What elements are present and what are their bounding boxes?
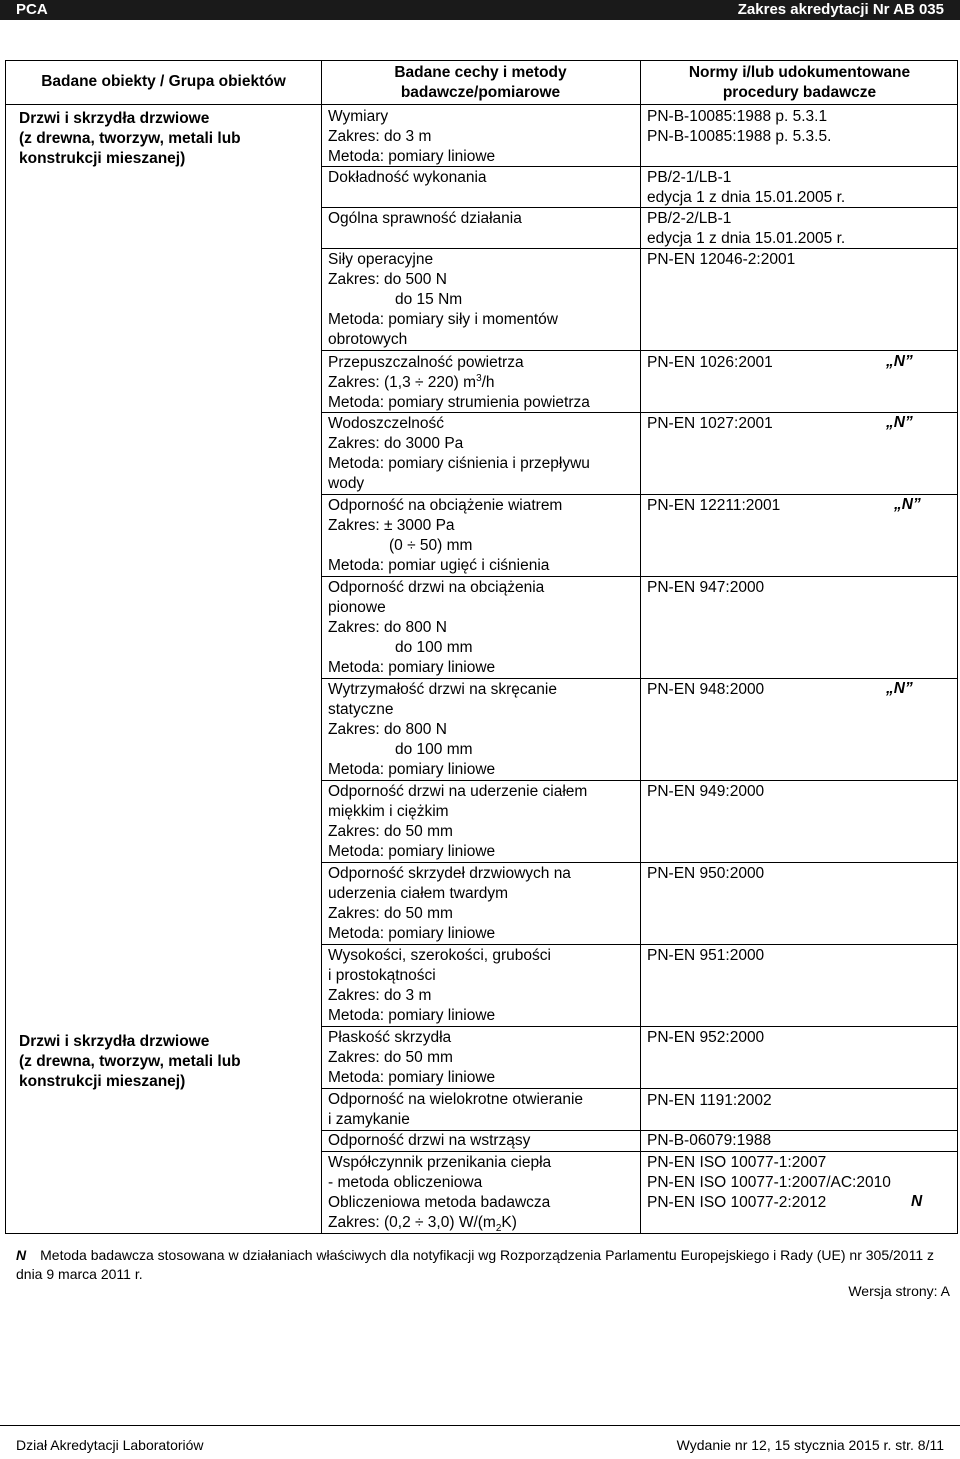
feature-text: Wysokości, szerokości, grubości [328,947,551,964]
feature-text: Dokładność wykonania [328,169,487,186]
header-features-line2: badawcze/pomiarowe [400,84,561,101]
object-name: Drzwi i skrzydła drzwiowe [19,1033,210,1050]
standard-ref: PN-EN ISO 10077-2:2012 [647,1194,827,1211]
feature-text: Obliczeniowa metoda badawcza [328,1194,551,1211]
feature-text: Odporność drzwi na wstrząsy [328,1132,531,1149]
standard-ref: edycja 1 z dnia 15.01.2005 r. [647,189,846,206]
standard-ref: PN-EN 12046-2:2001 [647,251,796,268]
notification-mark: „N” [886,353,913,370]
page-header [0,0,960,20]
header-org: PCA [16,1,48,18]
feature-text: Zakres: (1,3 ÷ 220) $m^3/h$ [328,372,495,391]
feature-text: Odporność skrzydeł drzwiowych na [328,865,571,882]
standard-ref: PN-EN 12211:2001 [647,497,781,514]
object-material: (z drewna, tworzyw, metali lub [19,1053,241,1070]
standard-ref: PN-EN 950:2000 [647,865,765,882]
standard-ref: PN-B-10085:1988 p. 5.3.1 [647,108,828,125]
feature-text: Metoda: pomiary siły i momentów [328,311,558,328]
feature-text: Metoda: pomiary liniowe [328,148,496,165]
feature-text: Zakres: do 3 m [328,987,432,1004]
object-material: (z drewna, tworzyw, metali lub [19,130,241,147]
feature-text: Siły operacyjne [328,251,434,268]
feature-text: do 100 mm [395,639,473,656]
feature-text: (0 ÷ 50) mm [389,537,473,554]
standard-ref: edycja 1 z dnia 15.01.2005 r. [647,230,846,247]
feature-text: Zakres: do 3 m [328,128,432,145]
header-title: Zakres akredytacji Nr AB 035 [737,1,944,18]
feature-text: Zakres: do 500 N [328,271,447,288]
feature-text: Metoda: pomiary strumienia powietrza [328,394,590,411]
standard-ref: PB/2-2/LB-1 [647,210,732,227]
header-standards-line2: procedury badawcze [722,84,877,101]
feature-text: miękkim i ciężkim [328,803,449,820]
standard-ref: PN-EN 1026:2001 [647,354,773,371]
accreditation-table [5,60,958,1234]
standard-ref: PB/2-1/LB-1 [647,169,732,186]
standard-ref: PN-B-10085:1988 p. 5.3.5. [647,128,832,145]
feature-text: Przepuszczalność powietrza [328,354,524,371]
footnote [16,1246,951,1283]
feature-text: Metoda: pomiary liniowe [328,1069,496,1086]
notification-mark: „N” [894,496,921,513]
standard-ref: PN-EN 947:2000 [647,579,765,596]
object-construction: konstrukcji mieszanej) [19,1073,186,1090]
row-separator [321,350,957,351]
object-name: Drzwi i skrzydła drzwiowe [19,110,210,127]
feature-text: Ogólna sprawność działania [328,210,522,227]
feature-text: Zakres: ± 3000 Pa [328,517,455,534]
feature-text: Wytrzymałość drzwi na skręcanie [328,681,557,698]
feature-text: Metoda: pomiary ciśnienia i przepływu [328,455,590,472]
feature-text: Metoda: pomiary liniowe [328,1007,496,1024]
feature-text: Metoda: pomiary liniowe [328,843,496,860]
feature-text: i zamykanie [328,1111,410,1128]
header-separator [6,104,957,105]
feature-text: Zakres: do 800 N [328,619,447,636]
feature-text: Metoda: pomiary liniowe [328,761,496,778]
feature-text: Odporność na obciążenie wiatrem [328,497,563,514]
feature-text: pionowe [328,599,386,616]
standard-ref: PN-EN 1191:2002 [647,1092,772,1109]
standard-ref: PN-EN 948:2000 [647,681,765,698]
notification-mark: „N” [886,680,913,697]
feature-text: Metoda: pomiary liniowe [328,659,496,676]
feature-text: - metoda obliczeniowa [328,1174,483,1191]
standard-ref: PN-EN 951:2000 [647,947,765,964]
feature-text: do 15 Nm [395,291,463,308]
standard-ref: PN-EN ISO 10077-1:2007 [647,1154,827,1171]
standard-ref: PN-EN ISO 10077-1:2007/AC:2010 [647,1174,891,1191]
footnote-mark: N [16,1247,27,1263]
footnote-text: Metoda badawcza stosowana w działaniach właściwych dla notyfikacji wg Rozporządzenia Parlamentu Europejskiego i Rady (UE) nr 305/2011 z dnia 9 marca 2011 r. [16,1247,934,1282]
standard-ref: PN-B-06079:1988 [647,1132,772,1149]
standard-ref: PN-EN 949:2000 [647,783,765,800]
feature-text: Wodoszczelność [328,415,445,432]
standard-ref: PN-EN 1027:2001 [647,415,773,432]
column-divider [640,61,641,1233]
column-divider [321,61,322,1233]
feature-text: Zakres: do 800 N [328,721,447,738]
feature-text: Wymiary [328,108,389,125]
header-objects: Badane obiekty / Grupa obiektów [41,73,286,90]
object-construction: konstrukcji mieszanej) [19,150,186,167]
row-separator [321,494,957,495]
standard-ref: PN-EN 952:2000 [647,1029,765,1046]
footer-edition: Wydanie nr 12, 15 stycznia 2015 r. str. 8/11 [676,1437,944,1453]
feature-text: Odporność drzwi na obciążenia [328,579,545,596]
feature-text: Zakres: do 50 mm [328,823,453,840]
header-features-line1: Badane cechy i metody [394,64,567,81]
feature-text: Zakres: (0,2 ÷ 3,0) $W/(m_2K)$ [328,1214,517,1235]
feature-text: Odporność na wielokrotne otwieranie [328,1091,584,1108]
page-version: Wersja strony: A [848,1283,950,1299]
feature-text: obrotowych [328,331,408,348]
header-standards-line1: Normy i/lub udokumentowane [688,64,911,81]
feature-text: Zakres: do 50 mm [328,905,453,922]
feature-text: Płaskość skrzydła [328,1029,452,1046]
feature-text: statyczne [328,701,394,718]
feature-text: do 100 mm [395,741,473,758]
feature-text: Metoda: pomiary liniowe [328,925,496,942]
notification-mark: N [911,1193,923,1210]
feature-text: uderzenia ciałem twardym [328,885,509,902]
feature-text: Zakres: do 50 mm [328,1049,453,1066]
page-footer [0,1425,960,1453]
feature-text: Zakres: do 3000 Pa [328,435,464,452]
notification-mark: „N” [886,414,913,431]
feature-text: i prostokątności [328,967,436,984]
row-separator [321,248,957,249]
feature-text: Metoda: pomiar ugięć i ciśnienia [328,557,550,574]
feature-text: Odporność drzwi na uderzenie ciałem [328,783,588,800]
row-separator [321,207,957,208]
feature-text: Współczynnik przenikania ciepła [328,1154,552,1171]
feature-text: wody [328,475,365,492]
footer-department: Dział Akredytacji Laboratoriów [16,1437,204,1453]
